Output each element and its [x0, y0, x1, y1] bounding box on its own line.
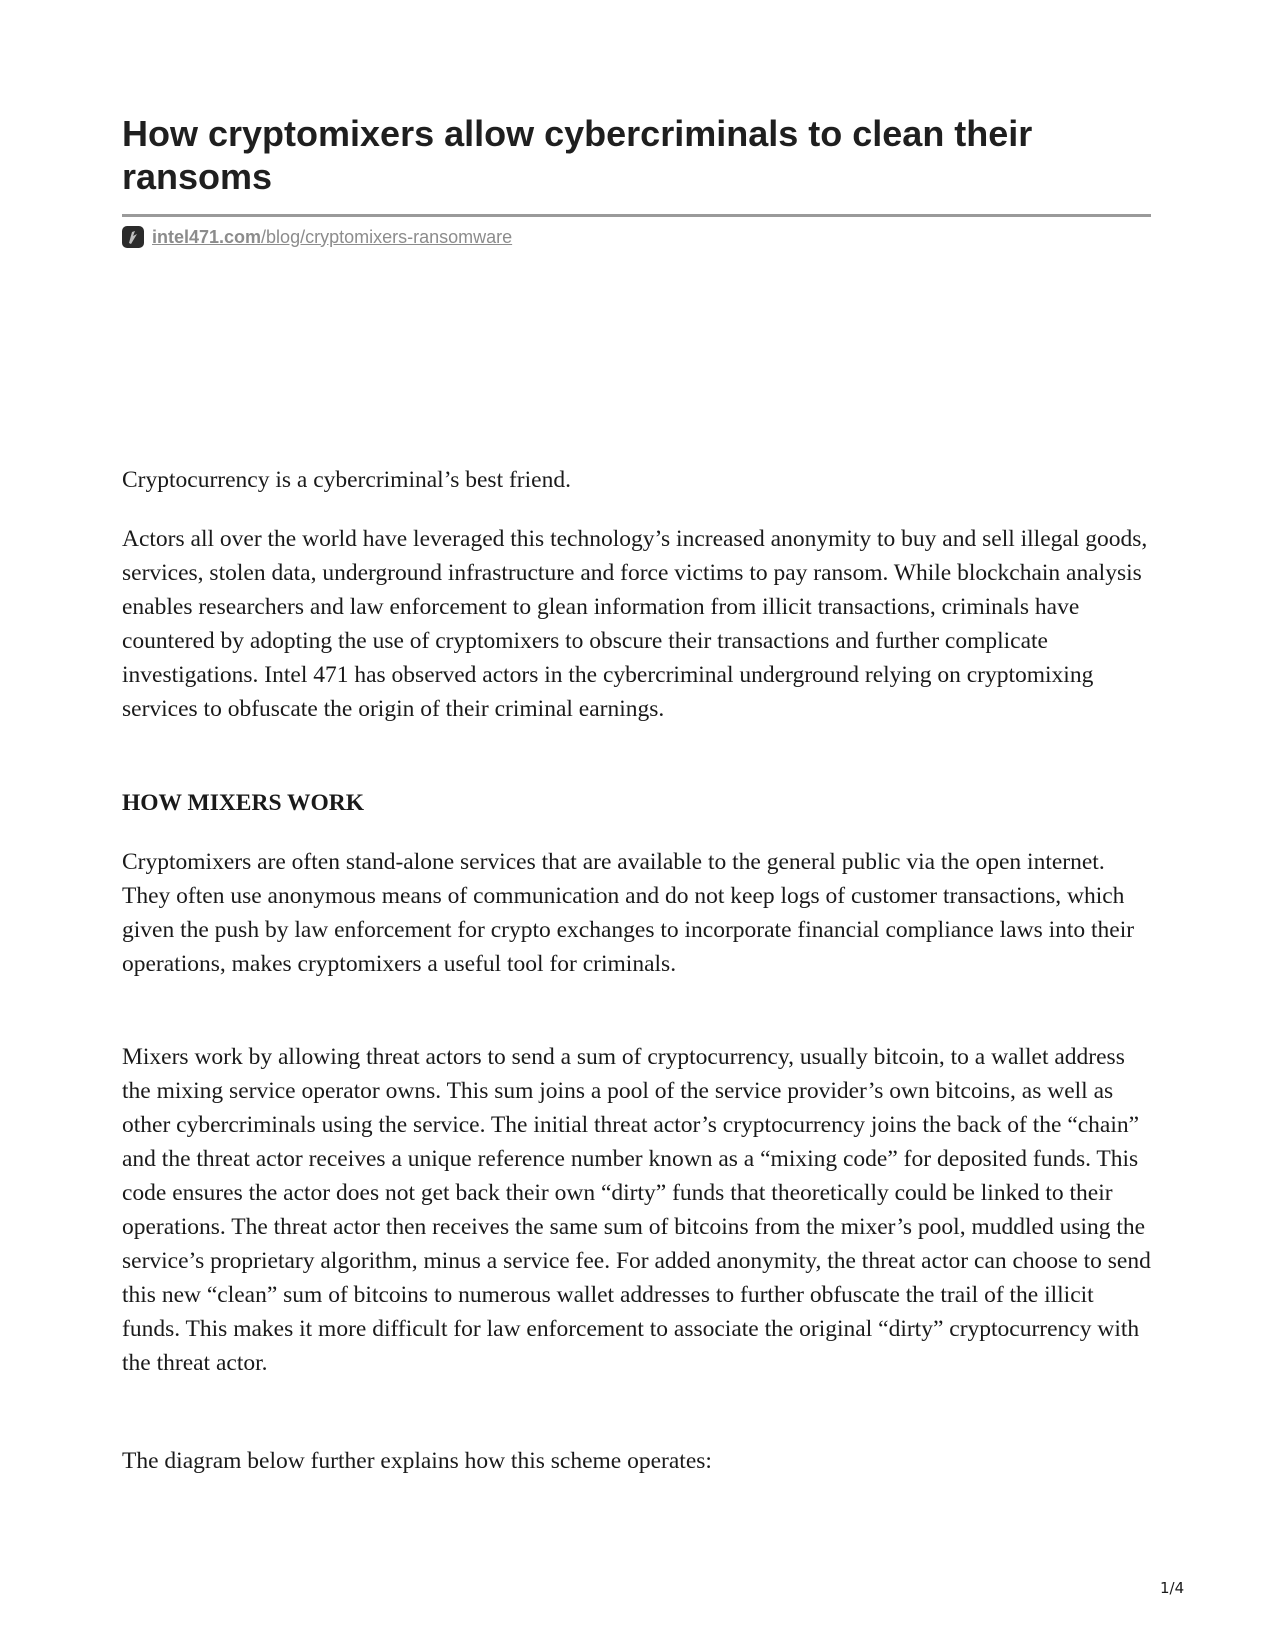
page-number: 1/4	[1160, 1579, 1185, 1597]
cryptomixers-paragraph: Cryptomixers are often stand-alone services that are available to the general public via the open internet. They often use anonymous means of communication and do not keep logs of customer transactions, which given the push by law enforcement for crypto exchanges to incorporate financial compliance laws into their operations, makes cryptomixers a useful tool for criminals.	[122, 849, 1135, 977]
actors-paragraph: Actors all over the world have leveraged this technology’s increased anonymity to buy and sell illegal goods, services, stolen data, underground infrastructure and force victims to pay ransom. While blockchain analysis enables researchers and law enforcement to glean information from illicit transactions, criminals have countered by adopting the use of cryptomixers to obscure their transactions and further complicate investigations. Intel 471 has observed actors in the cybercriminal underground relying on cryptomixing services to obfuscate the origin of their criminal earnings.	[122, 526, 1148, 722]
source-domain: intel471.com	[152, 226, 262, 247]
intel471-favicon-icon	[122, 226, 144, 248]
title-divider	[122, 214, 1151, 217]
section-heading: HOW MIXERS WORK	[122, 790, 364, 816]
source-path: /blog/cryptomixers-ransomware	[261, 226, 513, 247]
intro-paragraph: Cryptocurrency is a cybercriminal’s best friend.	[122, 467, 571, 493]
source-link-row	[122, 225, 512, 249]
diagram-intro-paragraph: The diagram below further explains how this scheme operates:	[122, 1448, 712, 1474]
page-title: How cryptomixers allow cybercriminals to clean their ransoms	[122, 113, 1033, 197]
mixers-paragraph: Mixers work by allowing threat actors to send a sum of cryptocurrency, usually bitcoin, to a wallet address the mixing service operator owns. This sum joins a pool of the service provider’s own bitcoins, as well as other cybercriminals using the service. The initial threat actor’s cryptocurrency joins the back of the “chain” and the threat actor receives a unique reference number known as a “mixing code” for deposited funds. This code ensures the actor does not get back their own “dirty” funds that theoretically could be linked to their operations. The threat actor then receives the same sum of bitcoins from the mixer’s pool, muddled using the service’s proprietary algorithm, minus a service fee. For added anonymity, the threat actor can choose to send this new “clean” sum of bitcoins to numerous wallet addresses to further obfuscate the trail of the illicit funds. This makes it more difficult for law enforcement to associate the original “dirty” cryptocurrency with the threat actor.	[122, 1044, 1151, 1376]
source-link[interactable]	[152, 227, 512, 248]
